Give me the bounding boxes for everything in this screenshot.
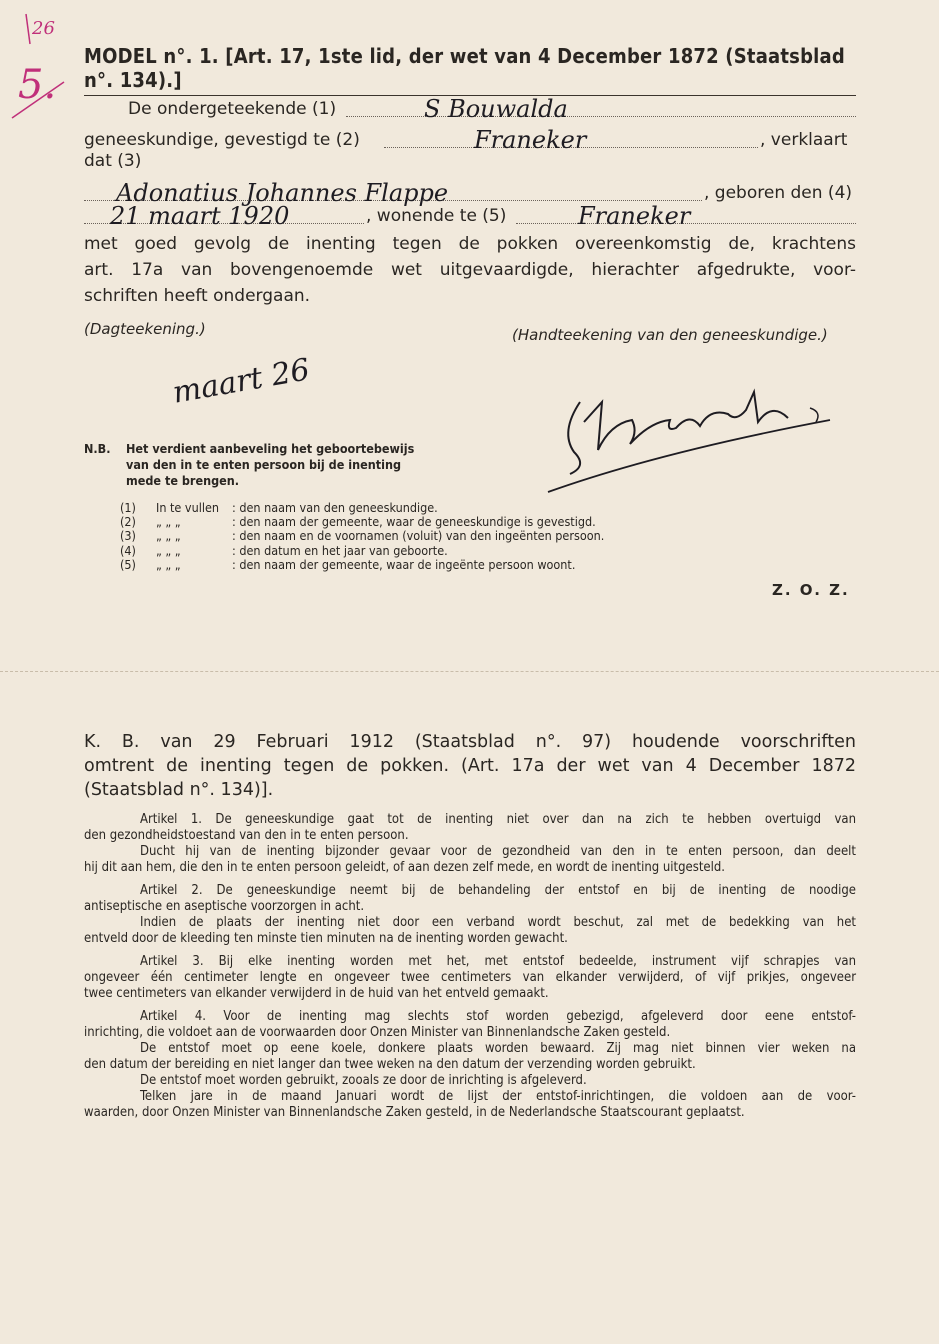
footnote-row bbox=[120, 529, 760, 543]
footnote-text: : den naam en de voornamen (voluit) van den ingeënten persoon. bbox=[232, 528, 605, 544]
article-line: De entstof moet op eene koele, donkere plaats worden bewaard. Zij mag niet binnen vier weken na bbox=[140, 1041, 856, 1056]
footnote-text: : den naam van den geneeskundige. bbox=[232, 500, 438, 515]
footnote-lead: In te vullen bbox=[156, 500, 219, 515]
decree-line: omtrent de inenting tegen de pokken. (Art. 17a der wet van 4 December 1872 bbox=[84, 756, 856, 776]
footnote-row bbox=[120, 515, 760, 529]
nb-line: mede te brengen. bbox=[126, 473, 240, 488]
article-line: De entstof moet worden gebruikt, zooals ze door de inrichting is afgeleverd. bbox=[140, 1073, 587, 1088]
article-line: Indien de plaats der inenting niet door een verband wordt beschut, zal met de bedekking van het bbox=[140, 915, 856, 930]
label-verklaart: , verklaart bbox=[760, 130, 848, 150]
article-line: Artikel 3. Bij elke inenting worden met het, met entstof bedeelde, instrument vijf schrapjes van bbox=[140, 954, 856, 969]
article-line: Artikel 4. Voor de inenting mag slechts stof worden gebezigd, afgeleverd door eene entstof- bbox=[140, 1009, 856, 1024]
article-line: den gezondheidstoestand van den in te enten persoon. bbox=[84, 828, 409, 843]
signature-label: (Handteekening van den geneeskundige.) bbox=[512, 326, 828, 344]
handwritten-person-name: Adonatius Johannes Flappe bbox=[116, 179, 449, 207]
label-dat: dat (3) bbox=[84, 151, 142, 171]
label-birth: , geboren den (4) bbox=[704, 183, 853, 203]
footnote-lead: „ „ „ bbox=[156, 514, 181, 530]
pencil-note-bottom: 5. bbox=[18, 62, 57, 108]
footnote-number: (3) bbox=[120, 528, 136, 544]
footnote-row bbox=[120, 501, 760, 515]
footnote-text: : den naam der gemeente, waar de geneeskundige is gevestigd. bbox=[232, 514, 596, 530]
article-2 bbox=[84, 883, 856, 947]
line-dat bbox=[84, 148, 856, 174]
footnote-row bbox=[120, 544, 760, 558]
footnote-number: (2) bbox=[120, 514, 136, 530]
handwritten-location: Franeker bbox=[474, 126, 587, 154]
article-line: antiseptische en aseptische voorzorgen in acht. bbox=[84, 899, 365, 914]
article-line: Artikel 2. De geneeskundige neemt bij de behandeling der entstof en bij de inenting de noodige bbox=[140, 883, 856, 898]
declaration-body bbox=[84, 231, 856, 309]
handwritten-residence: Franeker bbox=[578, 202, 691, 230]
form-header: MODEL n°. 1. [Art. 17, 1ste lid, der wet van 4 December 1872 (Staatsblad n°. 134).] bbox=[84, 44, 856, 96]
nb-label: N.B. bbox=[84, 441, 111, 456]
nb-line: van den in te enten persoon bij de inenting bbox=[126, 457, 402, 472]
fold-line bbox=[0, 671, 939, 672]
footnote-number: (1) bbox=[120, 500, 136, 515]
line-signatory bbox=[84, 96, 856, 122]
footnote-lead: „ „ „ bbox=[156, 528, 181, 544]
article-line: Artikel 1. De geneeskundige gaat tot de inenting niet over dan na zich te hebben overtuigd van bbox=[140, 812, 856, 827]
article-line: den datum der bereiding en niet langer dan twee weken na den datum der verzending worden gebruikt. bbox=[84, 1057, 696, 1072]
footnote-lead: „ „ „ bbox=[156, 542, 181, 558]
footnote-row bbox=[120, 558, 760, 572]
articles bbox=[84, 812, 856, 1121]
article-line: ongeveer één centimeter lengte en ongeveer twee centimeters van elkander verwijderd, of vijf prikjes, ongeveer bbox=[84, 970, 856, 985]
decree-line: K. B. van 29 Februari 1912 (Staatsblad n°. 97) houdende voorschriften bbox=[84, 732, 856, 752]
nb-line: Het verdient aanbeveling het geboortebewijs bbox=[126, 441, 415, 456]
footnote-number: (5) bbox=[120, 556, 136, 572]
footnote-text: : den naam der gemeente, waar de ingeënte persoon woont. bbox=[232, 556, 576, 572]
label-signatory: De ondergeteekende (1) bbox=[128, 99, 337, 119]
declaration-line: schriften heeft ondergaan. bbox=[84, 286, 311, 306]
turn-over-note: Z. O. Z. bbox=[772, 581, 850, 599]
declaration-line: art. 17a van bovengenoemde wet uitgevaardigde, hierachter afgedrukte, voor- bbox=[84, 260, 856, 280]
footnote-number: (4) bbox=[120, 542, 136, 558]
handwritten-date: maart 26 bbox=[170, 352, 313, 411]
footnotes bbox=[120, 501, 760, 572]
royal-decree-title bbox=[84, 730, 856, 802]
article-line: twee centimeters van elkander verwijderd in de huid van het entveld gemaakt. bbox=[84, 986, 549, 1001]
article-3 bbox=[84, 954, 856, 1002]
footnote-text: : den datum en het jaar van geboorte. bbox=[232, 542, 448, 558]
handwritten-name: S Bouwalda bbox=[424, 95, 568, 123]
label-residence: , wonende te (5) bbox=[366, 206, 507, 226]
label-location: geneeskundige, gevestigd te (2) bbox=[84, 130, 360, 150]
article-line: inrichting, die voldoet aan de voorwaarden door Onzen Minister van Binnenlandsche Zaken gesteld. bbox=[84, 1025, 671, 1040]
pencil-note-top: 26 bbox=[32, 18, 55, 39]
handwritten-birthdate: 21 maart 1920 bbox=[110, 202, 290, 230]
line-birthdate bbox=[84, 203, 856, 229]
declaration-line: met goed gevolg de inenting tegen de pokken overeenkomstig de, krachtens bbox=[84, 234, 856, 254]
footnote-lead: „ „ „ bbox=[156, 556, 181, 572]
signature bbox=[540, 362, 840, 502]
article-line: hij dit aan hem, die den in te enten persoon geleidt, of aan dezen zelf mede, en wordt de inenting uitgesteld. bbox=[84, 860, 726, 875]
article-1 bbox=[84, 812, 856, 876]
article-line: waarden, door Onzen Minister van Binnenlandsche Zaken gesteld, in de Nederlandsche Staatscourant geplaatst. bbox=[84, 1105, 745, 1120]
pencil-annotation bbox=[10, 10, 70, 120]
decree-line: (Staatsblad n°. 134)]. bbox=[84, 780, 274, 800]
date-label: (Dagteekening.) bbox=[84, 320, 206, 338]
article-line: Telken jare in de maand Januari wordt de lijst der entstof-inrichtingen, die voldoen aan de voor- bbox=[140, 1089, 856, 1104]
article-4 bbox=[84, 1009, 856, 1121]
article-line: Ducht hij van de inenting bijzonder gevaar voor de gezondheid van den in te enten persoon, dan deelt bbox=[140, 844, 856, 859]
dotted-line bbox=[346, 116, 856, 117]
article-line: entveld door de kleeding ten minste tien minuten na de inenting worden gewacht. bbox=[84, 931, 568, 946]
